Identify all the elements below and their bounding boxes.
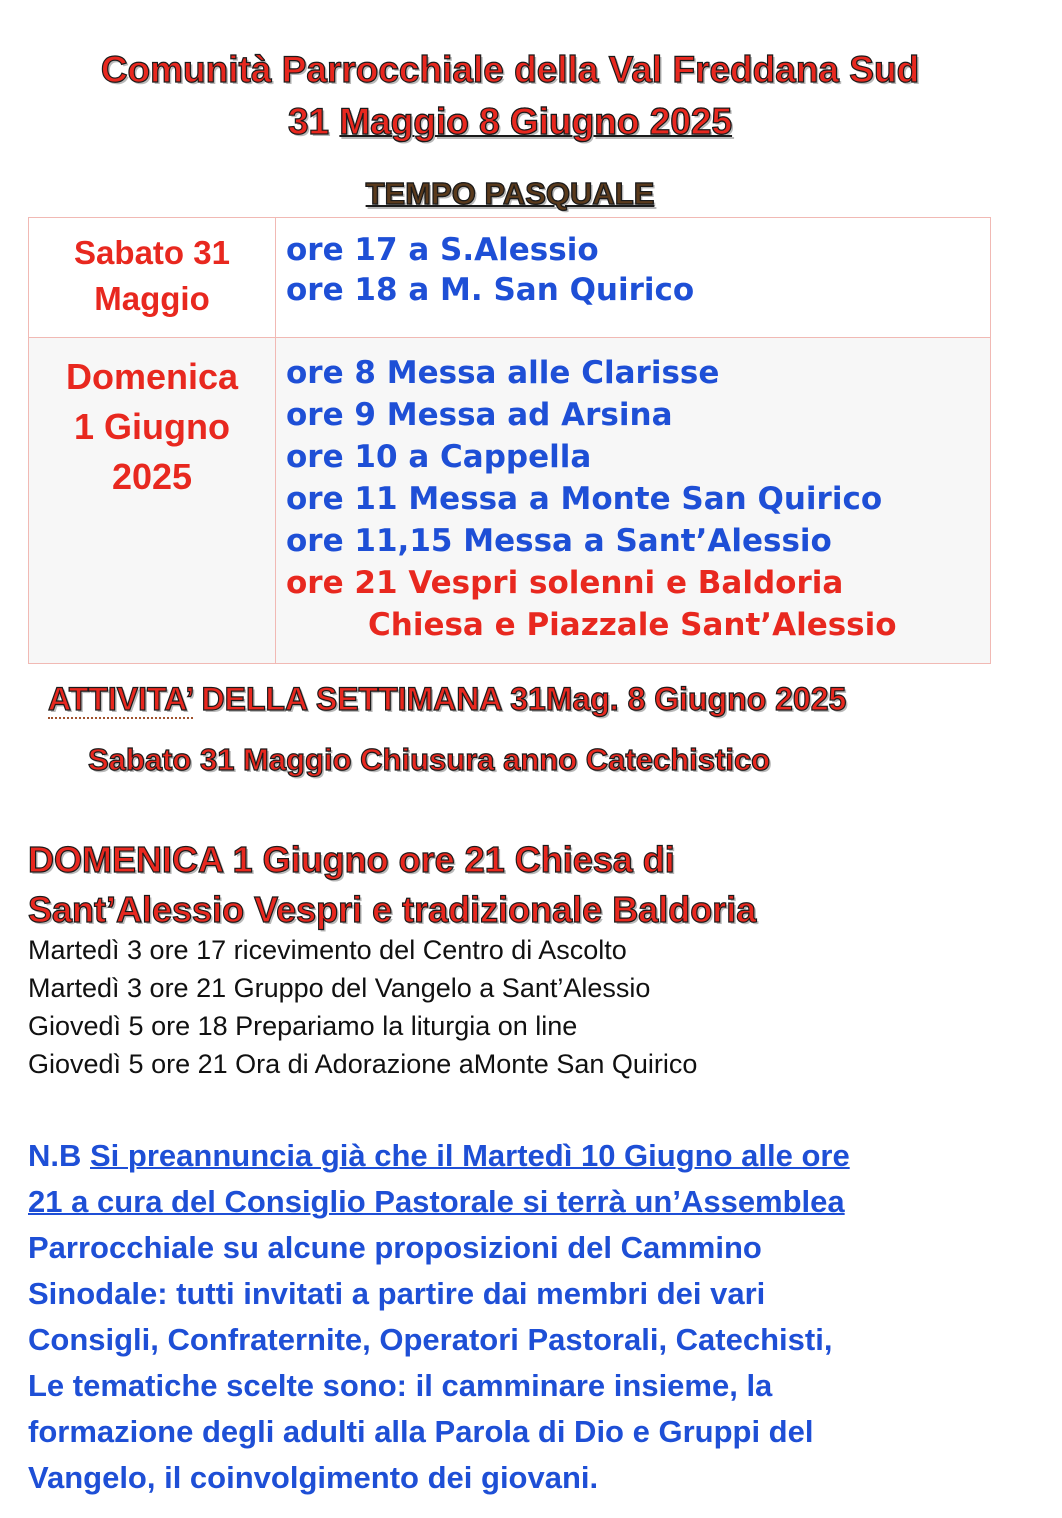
event-item: ore 8 Messa alle Clarisse	[286, 355, 720, 391]
event-item: ore 10 a Cappella	[286, 439, 592, 475]
event-item: ore 9 Messa ad Arsina	[286, 397, 673, 433]
event-item: ore 17 a S.Alessio	[286, 232, 599, 268]
activity-item: Martedì 3 ore 17 ricevimento del Centro di Ascolto	[28, 935, 627, 965]
assembly-note	[28, 1133, 1028, 1501]
dates-prefix: 31	[287, 101, 340, 142]
sunday-line: DOMENICA 1 Giugno ore 21 Chiesa di	[28, 839, 675, 880]
note-link-1[interactable]: Si preannuncia già che il Martedì 10 Giugno alle ore	[90, 1138, 850, 1173]
activities-heading-word: ATTIVITA’	[48, 681, 193, 717]
season-heading	[0, 174, 1020, 214]
day-cell-sunday	[29, 338, 276, 664]
note-link-2[interactable]: 21 a cura del Consiglio Pastorale si terrà un’Assemblea	[28, 1184, 845, 1219]
day-line: Domenica	[65, 356, 239, 397]
sunday-announcement	[28, 835, 756, 935]
day-line: 2025	[111, 456, 193, 497]
note-label: N.B	[28, 1138, 90, 1173]
note-line: Le tematiche scelte sono: il camminare insieme, la	[28, 1368, 773, 1403]
note-line	[28, 1133, 1028, 1179]
bulletin-dates	[0, 100, 1020, 144]
activity-item: Giovedì 5 ore 18 Prepariamo la liturgia on line	[28, 1011, 578, 1041]
day-line: Maggio	[94, 280, 210, 317]
schedule-row-sunday	[29, 338, 991, 664]
activities-subtitle: Sabato 31 Maggio Chiusura anno Catechistico	[88, 742, 771, 777]
events-cell-saturday	[276, 218, 991, 338]
schedule-row-saturday	[29, 218, 991, 338]
activities-heading	[48, 678, 846, 720]
sunday-line: Sant’Alessio Vespri e tradizionale Baldoria	[28, 889, 757, 930]
note-line: formazione degli adulti alla Parola di Dio e Gruppi del	[28, 1414, 814, 1449]
event-item: ore 18 a M. San Quirico	[286, 272, 695, 308]
note-line: Vangelo, il coinvolgimento dei giovani.	[28, 1460, 599, 1495]
mass-schedule-table	[28, 217, 991, 664]
day-cell-saturday	[29, 218, 276, 338]
day-line: 1 Giugno	[74, 406, 230, 447]
activities-heading-rest: DELLA SETTIMANA 31Mag. 8 Giugno 2025	[192, 681, 847, 717]
note-line: Parrocchiale su alcune proposizioni del Cammino	[28, 1230, 762, 1265]
dates-range: Maggio 8 Giugno 2025	[339, 101, 733, 142]
bulletin-title: Comunità Parrocchiale della Val Freddana Sud	[100, 49, 920, 90]
event-item-location: Chiesa e Piazzale Sant’Alessio	[368, 607, 897, 643]
event-item: ore 11,15 Messa a Sant’Alessio	[286, 523, 832, 559]
note-line	[28, 1179, 1028, 1225]
weekly-activities-list	[28, 931, 697, 1083]
day-line: Sabato 31	[74, 234, 230, 271]
note-line: Sinodale: tutti invitati a partire dai membri dei vari	[28, 1276, 766, 1311]
event-item: ore 11 Messa a Monte San Quirico	[286, 481, 883, 517]
events-cell-sunday	[276, 338, 991, 664]
note-line: Consigli, Confraternite, Operatori Pastorali, Catechisti,	[28, 1322, 833, 1357]
activity-item: Martedì 3 ore 21 Gruppo del Vangelo a Sant’Alessio	[28, 973, 651, 1003]
event-item-highlight: ore 21 Vespri solenni e Baldoria	[286, 565, 844, 601]
activity-item: Giovedì 5 ore 21 Ora di Adorazione aMonte San Quirico	[28, 1049, 698, 1079]
season-label: TEMPO PASQUALE	[365, 176, 655, 211]
